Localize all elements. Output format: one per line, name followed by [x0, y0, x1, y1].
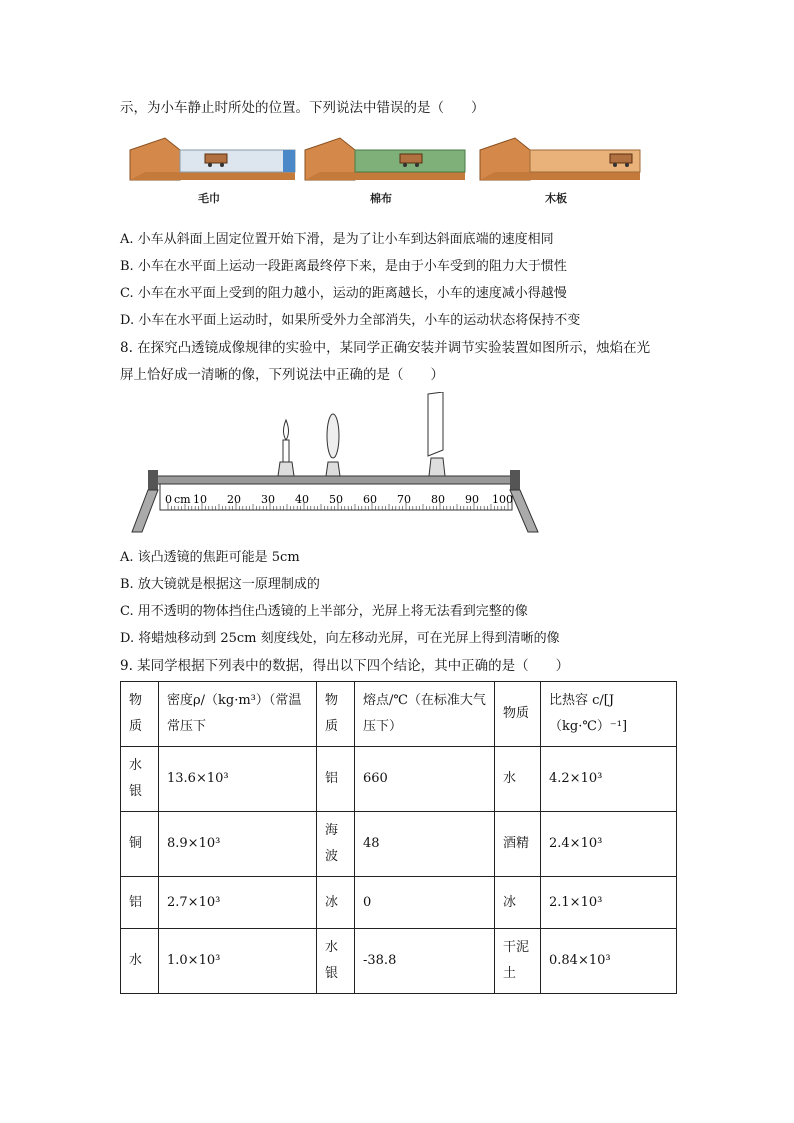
table-row	[121, 747, 677, 812]
convex-lens	[326, 414, 340, 476]
table-cell: 13.6×10³	[159, 747, 317, 812]
table-cell: 铝	[317, 747, 355, 812]
ruler-label-90: 90	[465, 493, 479, 506]
q8-stem-line2: 屏上恰好成一清晰的像，下列说法中正确的是（ ）	[120, 367, 444, 383]
ruler-label-30: 30	[261, 493, 275, 506]
table-cell: 48	[355, 812, 495, 877]
table-cell: 酒精	[495, 812, 541, 877]
ruler-label-60: 60	[363, 493, 377, 506]
q8-optical-bench	[128, 392, 548, 537]
table-cell: 0.84×10³	[541, 929, 677, 994]
q7-option-a: A. 小车从斜面上固定位置开始下滑，是为了让小车到达斜面底端的速度相同	[120, 232, 554, 247]
ruler-unit: cm	[174, 493, 191, 506]
label-cotton: 棉布	[370, 192, 392, 205]
ruler-label-40: 40	[295, 493, 309, 506]
table-cell: 2.1×10³	[541, 877, 677, 929]
label-wood: 木板	[545, 192, 567, 205]
table-cell: 8.9×10³	[159, 812, 317, 877]
q8-option-b: B. 放大镜就是根据这一原理制成的	[120, 577, 320, 592]
header-cell: 物质	[317, 682, 355, 747]
table-row	[121, 812, 677, 877]
ruler-label-50: 50	[329, 493, 343, 506]
light-screen	[428, 392, 445, 476]
table-cell: 冰	[495, 877, 541, 929]
label-towel: 毛巾	[198, 192, 220, 205]
table-cell: 水	[121, 929, 159, 994]
ramp-towel	[130, 138, 295, 180]
header-cell: 物质	[495, 682, 541, 747]
table-cell: 1.0×10³	[159, 929, 317, 994]
q9-stem: 9. 某同学根据下列表中的数据，得出以下四个结论，其中正确的是（ ）	[120, 658, 570, 674]
header-cell: 密度ρ/（kg·m³）（常温常压下	[159, 682, 317, 747]
header-cell: 熔点/℃（在标准大气压下）	[355, 682, 495, 747]
header-cell: 比热容 c/[J（kg·℃）⁻¹]	[541, 682, 677, 747]
q7-option-b: B. 小车在水平面上运动一段距离最终停下来，是由于小车受到的阻力大于惯性	[120, 259, 567, 274]
q8-option-c: C. 用不透明的物体挡住凸透镜的上半部分，光屏上将无法看到完整的像	[120, 604, 528, 619]
q9-data-table	[120, 681, 677, 994]
candle	[278, 420, 294, 476]
table-cell: 2.7×10³	[159, 877, 317, 929]
q8-stem-line1: 8. 在探究凸透镜成像规律的实验中，某同学正确安装并调节实验装置如图所示，烛焰在光	[120, 340, 651, 356]
table-row	[121, 877, 677, 929]
table-cell: 冰	[317, 877, 355, 929]
table-cell: 660	[355, 747, 495, 812]
table-cell: -38.8	[355, 929, 495, 994]
table-cell: 水银	[121, 747, 159, 812]
q8-option-a: A. 该凸透镜的焦距可能是 5cm	[120, 550, 300, 565]
table-cell: 铝	[121, 877, 159, 929]
table-cell: 干泥土	[495, 929, 541, 994]
header-cell: 物质	[121, 682, 159, 747]
table-cell: 铜	[121, 812, 159, 877]
q8-option-d: D. 将蜡烛移动到 25cm 刻度线处，向左移动光屏，可在光屏上得到清晰的像	[120, 631, 560, 646]
ramp-wood	[480, 138, 640, 180]
table-row	[121, 929, 677, 994]
ruler-label-10: 10	[193, 493, 207, 506]
table-cell: 2.4×10³	[541, 812, 677, 877]
q7-option-c: C. 小车在水平面上受到的阻力越小，运动的距离越长，小车的速度减小得越慢	[120, 286, 567, 301]
table-cell: 水银	[317, 929, 355, 994]
ruler-label-80: 80	[431, 493, 445, 506]
table-cell: 水	[495, 747, 541, 812]
ramp-cotton	[305, 138, 465, 180]
q7-stem: 示，为小车静止时所处的位置。下列说法中错误的是（ ）	[120, 100, 485, 116]
ruler-label-100: 100	[492, 493, 513, 506]
q7-option-d: D. 小车在水平面上运动时，如果所受外力全部消失，小车的运动状态将保持不变	[120, 313, 581, 328]
table-cell: 海波	[317, 812, 355, 877]
ruler-label-20: 20	[227, 493, 241, 506]
table-cell: 4.2×10³	[541, 747, 677, 812]
table-cell: 0	[355, 877, 495, 929]
ruler-label-0: 0	[165, 493, 172, 506]
ruler-label-70: 70	[397, 493, 411, 506]
table-header-row	[121, 682, 677, 747]
